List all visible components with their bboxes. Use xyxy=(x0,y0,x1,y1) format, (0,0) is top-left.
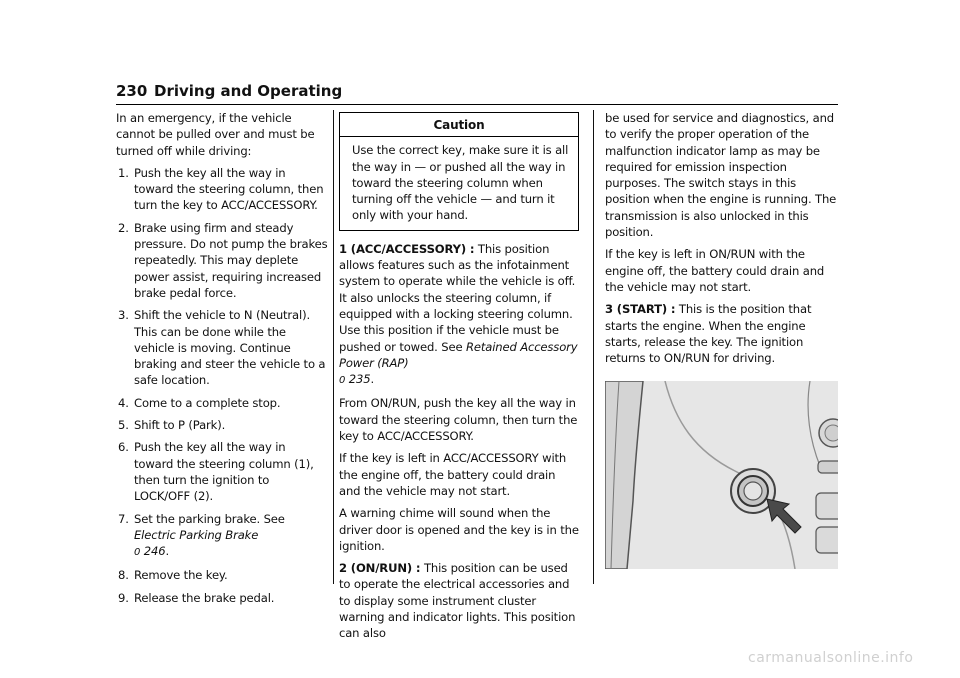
paragraph: A warning chime will sound when the driver door is opened and the key is in the ignition. xyxy=(339,506,579,553)
step-text: Shift the vehicle to N (Neutral). This can be done while the vehicle is moving. Continue braking and steer the vehicle to a safe location. xyxy=(134,308,326,388)
page-ref-arrow-icon: 0 xyxy=(339,375,346,387)
page-ref-arrow-icon: 0 xyxy=(134,547,141,559)
caution-box xyxy=(339,112,579,231)
position-term: 1 (ACC/ACCESSORY) : xyxy=(339,241,475,256)
paragraph-text: This position allows features such as the infotainment system to operate while the vehicle is off. It also unlocks the steering column, if equipped with a locking steering column. Use this position if the vehicle must be pushed or towed. See xyxy=(339,241,576,354)
step-text: Set the parking brake. See xyxy=(134,511,285,526)
column-left xyxy=(116,110,328,612)
cross-reference-title: Electric Parking Brake xyxy=(134,527,259,542)
caution-text: Use the correct key, make sure it is all the way in — or pushed all the way in toward the steering column when turning off the vehicle — and turn it only with your hand. xyxy=(352,143,569,223)
column-middle xyxy=(339,110,579,648)
intro-paragraph: In an emergency, if the vehicle cannot be pulled over and must be turned off while driving: xyxy=(116,111,315,158)
column-divider xyxy=(593,110,594,584)
emergency-steps-list xyxy=(116,165,328,606)
sentence-end: . xyxy=(165,544,169,559)
sentence-end: . xyxy=(370,372,374,387)
list-item xyxy=(116,439,328,504)
step-text: Push the key all the way in toward the steering column, then turn the key to ACC/ACCESSORY. xyxy=(134,165,324,213)
step-text: Release the brake pedal. xyxy=(134,590,275,605)
step-text: Push the key all the way in toward the steering column (1), then turn the ignition to LOCK/OFF (2). xyxy=(134,440,314,504)
step-number: 2. xyxy=(118,220,129,235)
list-item xyxy=(116,567,328,583)
step-number: 5. xyxy=(118,418,129,433)
cross-reference-link[interactable] xyxy=(134,528,258,558)
step-text: Brake using firm and steady pressure. Do not pump the brakes repeatedly. This may deplete power assist, requiring increased brake pedal force. xyxy=(134,220,328,300)
section-title: Driving and Operating xyxy=(154,82,343,100)
cross-reference-page: 246 xyxy=(143,544,166,559)
position-term: 3 (START) : xyxy=(605,302,676,317)
list-item xyxy=(116,395,328,411)
ignition-illustration xyxy=(605,381,838,569)
cross-reference-page: 235 xyxy=(348,372,371,387)
paragraph xyxy=(339,560,579,641)
step-number: 4. xyxy=(118,395,129,410)
step-text: Come to a complete stop. xyxy=(134,395,281,410)
step-number: 9. xyxy=(118,590,129,605)
paragraph xyxy=(339,241,579,390)
list-item xyxy=(116,417,328,433)
position-term: 2 (ON/RUN) : xyxy=(339,561,421,576)
paragraph: be used for service and diagnostics, and to verify the proper operation of the malfunction indicator lamp as may be required for emission inspection purposes. The switch stays in this position when the engine is running. The transmission is also unlocked in this position. xyxy=(605,111,837,240)
paragraph: If the key is left in ON/RUN with the engine off, the battery could drain and the vehicle may not start. xyxy=(605,247,825,294)
step-number: 3. xyxy=(118,308,129,323)
column-divider xyxy=(333,110,334,584)
paragraph-text: This is the position that starts the engine. When the engine starts, release the key. The ignition returns to ON/RUN for driving. xyxy=(605,302,812,366)
cross-reference-title: Retained Accessory Power (RAP) xyxy=(339,339,578,370)
page-number: 230 xyxy=(116,82,148,100)
step-number: 6. xyxy=(118,440,129,455)
paragraph: If the key is left in ACC/ACCESSORY with the engine off, the battery could drain and the vehicle may not start. xyxy=(339,451,567,498)
paragraph xyxy=(605,301,839,366)
step-text: Remove the key. xyxy=(134,568,228,583)
list-item xyxy=(116,165,328,214)
caution-title: Caution xyxy=(340,113,578,137)
step-number: 8. xyxy=(118,568,129,583)
paragraph-text: This position can be used to operate the electrical accessories and to display some instrument cluster warning and indicator lights. This position can also xyxy=(339,561,576,641)
ignition-illustration-graphic xyxy=(605,381,838,569)
step-number: 1. xyxy=(118,165,129,180)
watermark: carmanualsonline.info xyxy=(748,650,914,666)
list-item xyxy=(116,307,328,388)
list-item xyxy=(116,590,328,606)
step-text: Shift to P (Park). xyxy=(134,418,226,433)
step-number: 7. xyxy=(118,511,129,526)
list-item xyxy=(116,511,328,562)
list-item xyxy=(116,220,328,301)
page-header xyxy=(116,80,838,105)
paragraph: From ON/RUN, push the key all the way in toward the steering column, then turn the key to ACC/ACCESSORY. xyxy=(339,396,578,444)
